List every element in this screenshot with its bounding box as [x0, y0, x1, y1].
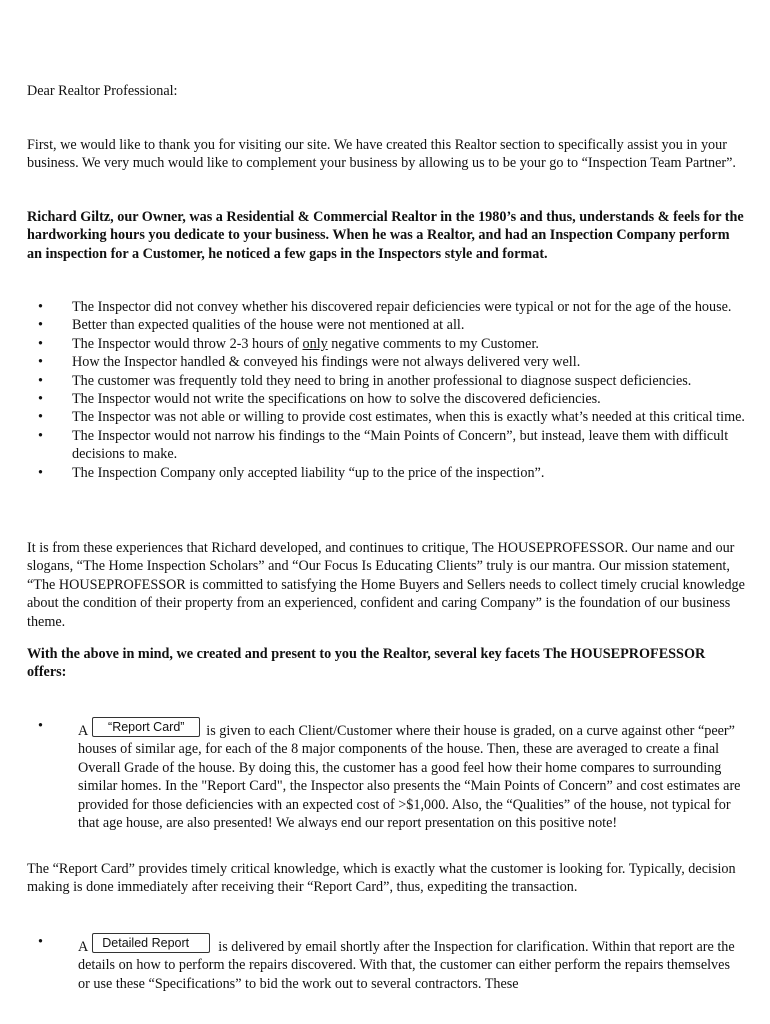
- list-item-text: The Inspection Company only accepted liability “up to the price of the inspection”.: [72, 464, 545, 481]
- list-item-text: The customer was frequently told they need to bring in another professional to diagnose suspect deficiencies.: [72, 372, 692, 389]
- facet-body: [78, 933, 745, 993]
- detailed-report-label-box: Detailed Report: [92, 933, 210, 953]
- facet-detailed-report: [0, 933, 745, 993]
- owner-paragraph: Richard Giltz, our Owner, was a Residential & Commercial Realtor in the 1980’s and thus, understands & feels for the hardworking hours you dedicate to your business. When he was a Realtor, and had an Inspection Company perform an inspection for a Customer, he noticed a few gaps in the Inspectors style and format.: [27, 209, 744, 262]
- bullet-icon: •: [38, 934, 43, 950]
- list-item: [0, 298, 745, 316]
- list-item: [0, 335, 745, 353]
- salutation: Dear Realtor Professional:: [27, 83, 178, 99]
- facet-text: is delivered by email shortly after the Inspection for clarification. Within that report are the details on how to perform the repairs discovered. With that, the customer can either perform the repairs themselves or use these “Specifications” to bid the work out to several contractors. These: [78, 939, 735, 992]
- intro-paragraph: First, we would like to thank you for visiting our site. We have created this Realtor section to specifically assist you in your business. We very much would like to complement your business by allowing us to be your go to “Inspection Team Partner”.: [27, 137, 736, 172]
- facet-text: is given to each Client/Customer where their house is graded, on a curve against other “peer” houses of similar age, for each of the 8 major components of the house. Then, these are averaged to create a final Overall Grade of the house. By doing this, the customer has a good feel how their home compares to surrounding similar homes. In the "Report Card", the Inspector also presents the “Main Points of Concern” and cost estimates are provided for those deficiencies with an expected cost of >$1,000. Also, the “Qualities” of the house, not typical for that age house, are also presented! We always end our report presentation on this positive note!: [78, 723, 741, 832]
- facets-heading: With the above in mind, we created and present to you the Realtor, several key facets The HOUSEPROFESSOR offers:: [27, 646, 706, 681]
- list-item: [0, 464, 745, 482]
- bullet-icon: •: [38, 464, 43, 481]
- list-item-text: Better than expected qualities of the house were not mentioned at all.: [72, 317, 465, 334]
- facet-prefix: A: [78, 939, 89, 955]
- underlined-emphasis: only: [302, 335, 328, 352]
- facet-prefix: A: [78, 723, 89, 739]
- list-item: [0, 427, 745, 464]
- bullet-icon: •: [38, 335, 43, 352]
- bullet-icon: •: [38, 427, 43, 444]
- list-item-text: The Inspector did not convey whether his discovered repair deficiencies were typical or not for the age of the house.: [72, 299, 732, 315]
- bullet-icon: •: [38, 354, 43, 371]
- list-item-text: The Inspector would not narrow his findings to the “Main Points of Concern”, but instead, leave them with difficult decisions to make.: [72, 427, 729, 463]
- list-item-text: The Inspector would not write the specifications on how to solve the discovered deficiencies.: [72, 391, 601, 408]
- bullet-icon: •: [38, 718, 43, 734]
- list-item-text-start: The Inspector would throw 2-3 hours of: [72, 335, 303, 352]
- bullet-icon: •: [38, 299, 43, 315]
- list-item-text-end: negative comments to my Customer.: [327, 335, 539, 352]
- list-item: [0, 372, 745, 390]
- bullet-icon: •: [38, 409, 43, 426]
- list-item: [0, 353, 745, 371]
- list-item: [0, 408, 745, 426]
- list-item-text: How the Inspector handled & conveyed his findings were not always delivered very well.: [72, 354, 581, 371]
- gaps-list: [0, 298, 745, 482]
- bullet-icon: •: [38, 372, 43, 389]
- list-item: [0, 390, 745, 408]
- report-card-label-box: “Report Card”: [92, 717, 200, 737]
- list-item: [0, 316, 745, 334]
- bullet-icon: •: [38, 391, 43, 408]
- bullet-icon: •: [38, 317, 43, 334]
- report-card-paragraph: The “Report Card” provides timely critical knowledge, which is exactly what the customer is looking for. Typically, decision making is done immediately after receiving their “Report Card”, thus, expediting the transaction.: [27, 861, 736, 896]
- facet-report-card: [0, 717, 745, 832]
- experience-paragraph: It is from these experiences that Richard developed, and continues to critique, The HOUSEPROFESSOR. Our name and our slogans, “The Home Inspection Scholars” and “Our Focus Is Educating Clients” truly is our mantra. Our mission statement, “The HOUSEPROFESSOR is committed to satisfying the Home Buyers and Sellers needs to collect timely crucial knowledge about the condition of their property from an experienced, confident and caring Company” is the foundation of our business theme.: [27, 540, 745, 630]
- facet-body: [78, 717, 745, 832]
- list-item-text: The Inspector was not able or willing to provide cost estimates, when this is exactly what’s needed at this critical time.: [72, 409, 745, 426]
